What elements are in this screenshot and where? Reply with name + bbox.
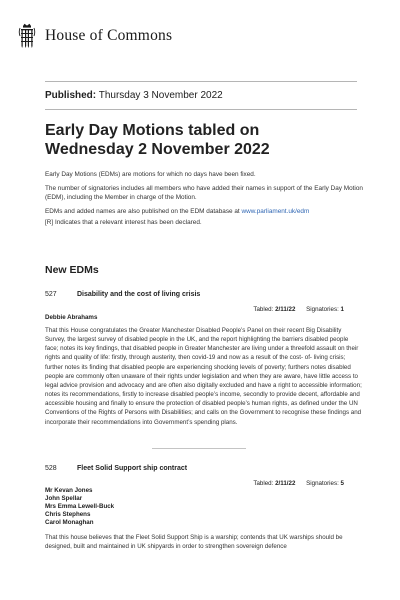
tabled-label: Tabled:: [253, 306, 274, 313]
motion-separator: [152, 448, 246, 449]
header-divider: [45, 81, 357, 82]
signatories-label: Signatories:: [306, 480, 339, 487]
published-label: Published:: [45, 90, 97, 101]
sponsor-name: Carol Monaghan: [45, 519, 94, 526]
intro-paragraph-3: [45, 207, 363, 216]
published-divider: [45, 109, 357, 110]
signatories-label: Signatories:: [306, 306, 339, 313]
motion-meta: [253, 306, 344, 313]
signatories-count: 1: [340, 306, 344, 313]
motion-text: That this House congratulates the Greater Manchester Disabled People’s Panel on their recent Big Disability Survey, the largest survey of disabled people in the UK, and the report highlighting the barriers disabled people face; notes its key findings, that disabled people in Greater Manchester are living under a threefold assault on their rights and quality of life: firstly, through austerity, then covid-19 and now as a result of the cost- of- living crisis; further notes its finding that disabled people are experiencing shocking levels of poverty; furthers notes disabled people are commonly often unaware of their rights under legislation and when they are aware, have little access to legal advice provision and advocacy and are often also digitally excluded and have a right to accessible information; notes its recommendations, firstly to increase disabled people’s income, secondly to provide decent, affordable and accessible housing and finally to ensure the protection of disabled people’s human rights, as defined under the UN Conventions of the Rights of Persons with Disabilities; and calls on the Government to recognise these findings and incorporate their recommendations into Government’s spending plans.: [45, 327, 362, 426]
motion-title: Fleet Solid Support ship contract: [77, 465, 188, 472]
portcullis-icon: [17, 23, 37, 49]
tabled-label: Tabled:: [253, 480, 274, 487]
motion-title: Disability and the cost of living crisis: [77, 291, 201, 298]
sponsor-name: Mrs Emma Lewell-Buck: [45, 503, 115, 510]
motion-meta: [253, 480, 344, 487]
sponsor-name: Chris Stephens: [45, 511, 91, 518]
motion-text: That this house believes that the Fleet Solid Support Ship is a warship; contends that UK warships should be designed, built and maintained in UK shipyards in order to strengthen sovereign defence: [45, 534, 343, 551]
sponsor-name: Mr Kevan Jones: [45, 487, 93, 494]
relevant-interest-note: [R] Indicates that a relevant interest has been declared.: [45, 219, 202, 226]
edm-database-link[interactable]: www.parliament.uk/edm: [241, 208, 310, 215]
motion-number: 528: [45, 465, 57, 472]
tabled-date: 2/11/22: [275, 480, 296, 487]
intro-paragraph-3-text: EDMs and added names are also published on the EDM database at: [45, 208, 240, 215]
page-title: [45, 121, 365, 159]
intro-paragraph-2: The number of signatories includes all members who have added their names in support of the Early Day Motion (EDM), including the Member in charge of the Motion.: [45, 185, 363, 202]
tabled-date: 2/11/22: [275, 306, 296, 313]
section-heading-new-edms: New EDMs: [45, 264, 99, 276]
motion-number: 527: [45, 291, 57, 298]
page-title-line-2: Wednesday 2 November 2022: [45, 141, 270, 158]
sponsor-name: Debbie Abrahams: [45, 314, 98, 321]
sponsor-name: John Spellar: [45, 495, 83, 502]
intro-paragraph-1: Early Day Motions (EDMs) are motions for which no days have been fixed.: [45, 171, 256, 178]
published-date: Thursday 3 November 2022: [98, 90, 223, 101]
published-line: [45, 90, 223, 101]
page-title-line-1: Early Day Motions tabled on: [45, 122, 260, 139]
signatories-count: 5: [340, 480, 344, 487]
organisation-name: House of Commons: [45, 27, 173, 44]
house-of-commons-logo: [17, 23, 172, 49]
